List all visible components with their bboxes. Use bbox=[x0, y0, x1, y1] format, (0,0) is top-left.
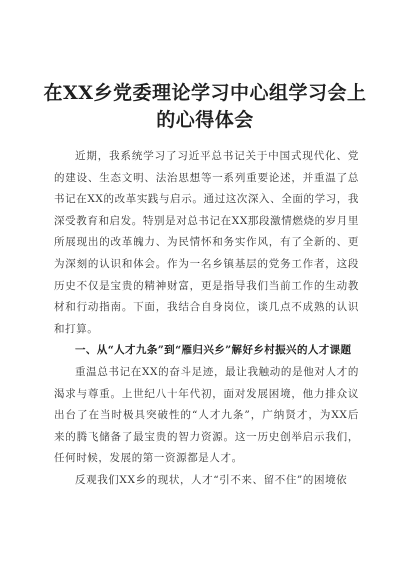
section-heading: 一、从“人才九条”到“雁归兴乡”解好乡村振兴的人才课题 bbox=[75, 344, 352, 357]
document-title: 在XX乡党委理论学习中心组学习会上的心得体会 bbox=[43, 82, 367, 131]
section-paragraph: 反观我们XX乡的现状，人才“引不来、留不住”的困境依 bbox=[75, 473, 348, 486]
section-paragraph: 重温总书记在XX的奋斗足迹，最让我触动的是他对人才的渴求与尊重。上世纪八十年代初，面对发展困境，他力排众议出台了在当时极具突破性的“人才九条”，广纳贤才，为XX后来的腾飞储备了最宝贵的智力资源。这一历史创举启示我们，任何时候，发展的第一资源都是人才。 bbox=[54, 365, 359, 465]
intro-paragraph: 近期，我系统学习了习近平总书记关于中国式现代化、党的建设、生态文明、法治思想等一系列重要论述，并重温了总书记在XX的改革实践与启示。通过这次深入、全面的学习，我深受教育和启发。特别是对总书记在XX那段激情燃烧的岁月里所展现出的改革魄力、为民情怀和务实作风，有了全新的、更为深刻的认识和体会。作为一名乡镇基层的党务工作者，这段历史不仅是宝贵的精神财富，更是指导我们当前工作的生动教材和行动指南。下面，我结合自身岗位，谈几点不成熟的认识和打算。 bbox=[54, 150, 359, 335]
document-body bbox=[54, 146, 359, 492]
